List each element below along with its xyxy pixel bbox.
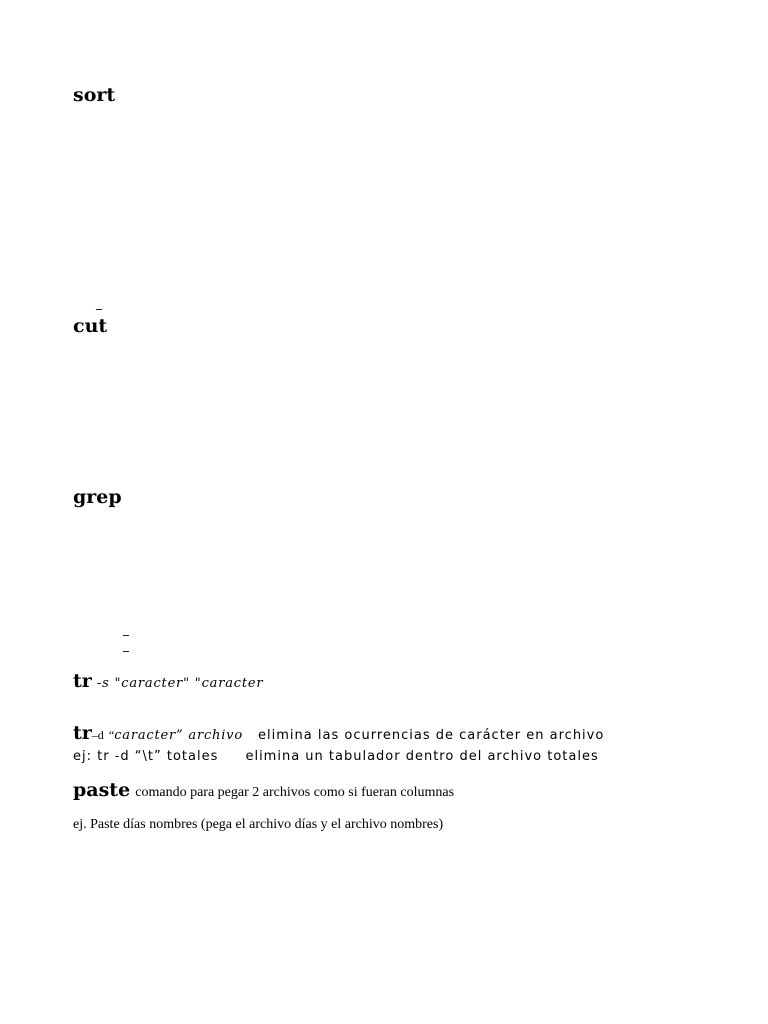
tr-command: tr [73, 722, 92, 744]
tr-delete-flag: –d [91, 728, 104, 742]
tr-example-text: ej: tr -d “\t” totales [73, 749, 219, 764]
tr-open-quote: “ [108, 728, 115, 742]
tr-example-line [73, 745, 599, 764]
tr-delete-args: caracter” archivo [114, 728, 243, 743]
heading-sort: sort [73, 84, 116, 106]
tr-delete-line [73, 722, 604, 744]
tr-example-description: elimina un tabulador dentro del archivo totales [245, 749, 599, 764]
dash-marker: _ [123, 622, 129, 636]
heading-cut: cut [73, 315, 108, 337]
tr-delete-description: elimina las ocurrencias de carácter en archivo [258, 728, 605, 743]
tr-command: tr [73, 670, 92, 692]
paste-command: paste [73, 779, 131, 801]
tr-squeeze-args: -s "caracter" "caracter [96, 676, 264, 691]
paste-example: ej. Paste días nombres (pega el archivo días y el archivo nombres) [73, 817, 444, 832]
dash-marker: _ [96, 296, 102, 310]
dash-marker: _ [123, 638, 129, 652]
heading-grep: grep [73, 486, 122, 508]
paste-description: comando para pegar 2 archivos como si fueran columnas [135, 785, 455, 800]
tr-squeeze-line [73, 670, 263, 692]
paste-line [73, 779, 454, 801]
